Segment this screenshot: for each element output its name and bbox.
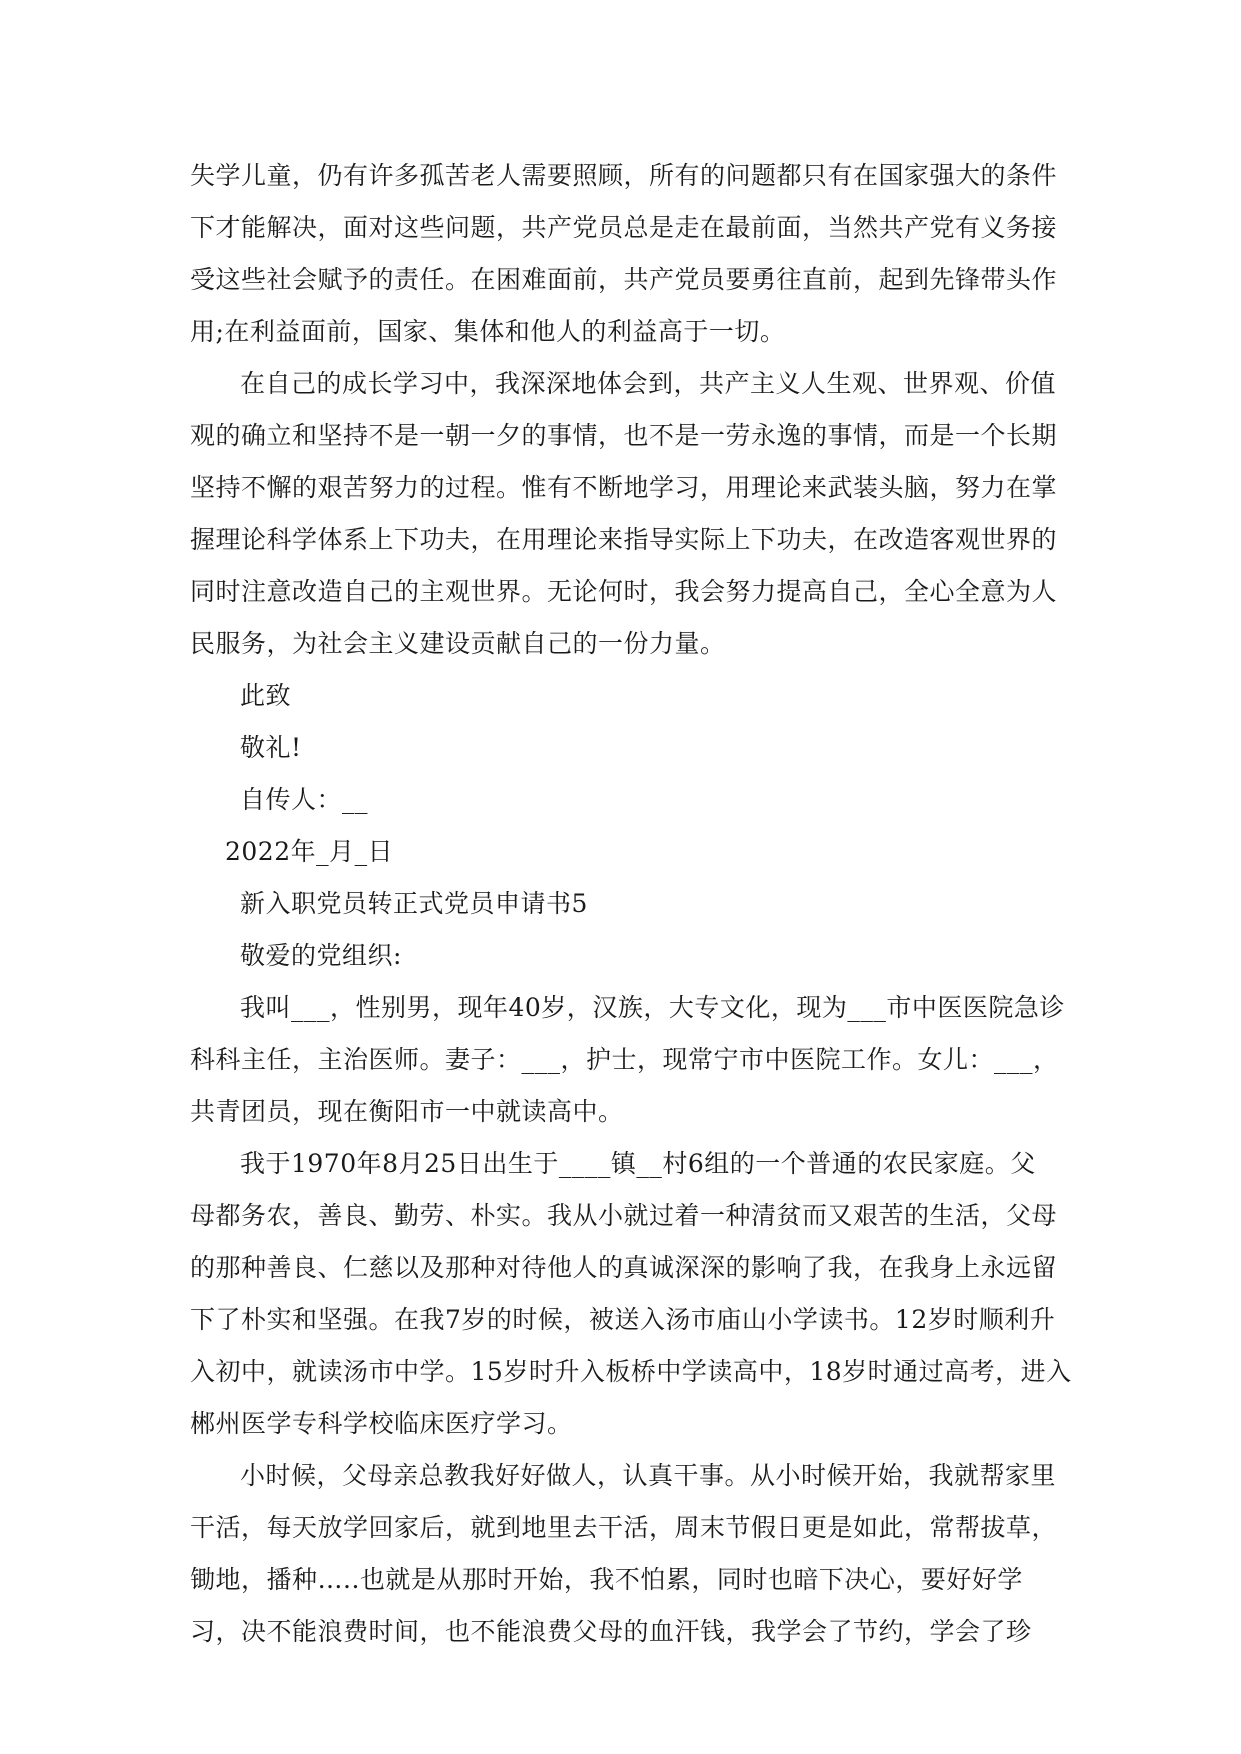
closing-regards: 敬礼! bbox=[240, 733, 302, 762]
paragraph-start-line: 在自己的成长学习中，我深深地体会到，共产主义人生观、世界观、价值 bbox=[240, 369, 1057, 398]
text-line: 握理论科学体系上下功夫，在用理论来指导实际上下功夫，在改造客观世界的 bbox=[190, 525, 1058, 554]
closing-salutation: 此致 bbox=[240, 681, 292, 710]
text-line: 入初中，就读汤市中学。15岁时升入板桥中学读高中，18岁时通过高考，进入 bbox=[190, 1357, 1072, 1386]
text-line: 干活，每天放学回家后，就到地里去干活，周末节假日更是如此，常帮拔草， bbox=[190, 1513, 1058, 1542]
text-line: 下才能解决，面对这些问题，共产党员总是走在最前面，当然共产党有义务接 bbox=[190, 213, 1058, 242]
document-body bbox=[190, 150, 1072, 1658]
text-line: 受这些社会赋予的责任。在困难面前，共产党员要勇往直前，起到先锋带头作 bbox=[190, 265, 1058, 294]
text-line: 观的确立和坚持不是一朝一夕的事情，也不是一劳永逸的事情，而是一个长期 bbox=[190, 421, 1058, 450]
text-line: 用;在利益面前，国家、集体和他人的利益高于一切。 bbox=[190, 317, 786, 346]
paragraph-start-line: 小时候，父母亲总教我好好做人，认真干事。从小时候开始，我就帮家里 bbox=[240, 1461, 1057, 1490]
text-line: 下了朴实和坚强。在我7岁的时候，被送入汤市庙山小学读书。12岁时顺利升 bbox=[190, 1305, 1056, 1334]
text-line: 民服务，为社会主义建设贡献自己的一份力量。 bbox=[190, 629, 726, 658]
text-line: 失学儿童，仍有许多孤苦老人需要照顾，所有的问题都只有在国家强大的条件 bbox=[190, 161, 1058, 190]
text-line: 坚持不懈的艰苦努力的过程。惟有不断地学习，用理论来武装头脑，努力在掌 bbox=[190, 473, 1058, 502]
text-line: 科科主任，主治医师。妻子：___，护士，现常宁市中医院工作。女儿：___， bbox=[190, 1045, 1059, 1074]
text-line: 母都务农，善良、勤劳、朴实。我从小就过着一种清贫而又艰苦的生活，父母 bbox=[190, 1201, 1058, 1230]
text-line: 锄地，播种…..也就是从那时开始，我不怕累，同时也暗下决心，要好好学 bbox=[190, 1565, 1023, 1594]
text-line: 共青团员，现在衡阳市一中就读高中。 bbox=[190, 1097, 624, 1126]
section-title: 新入职党员转正式党员申请书5 bbox=[240, 889, 588, 918]
text-line: 同时注意改造自己的主观世界。无论何时，我会努力提高自己，全心全意为人 bbox=[190, 577, 1058, 606]
signature-line: 自传人：__ bbox=[240, 785, 369, 814]
text-line: 习，决不能浪费时间，也不能浪费父母的血汗钱，我学会了节约，学会了珍 bbox=[190, 1617, 1032, 1646]
paragraph-start-line: 我叫___，性别男，现年40岁，汉族，大专文化，现为___市中医医院急诊 bbox=[240, 993, 1065, 1022]
text-line: 的那种善良、仁慈以及那种对待他人的真诚深深的影响了我，在我身上永远留 bbox=[190, 1253, 1058, 1282]
text-line: 郴州医学专科学校临床医疗学习。 bbox=[190, 1409, 573, 1438]
paragraph-start-line: 我于1970年8月25日出生于____镇__村6组的一个普通的农民家庭。父 bbox=[240, 1149, 1036, 1178]
date-line: 2022年_月_日 bbox=[225, 837, 394, 866]
letter-greeting: 敬爱的党组织: bbox=[240, 941, 402, 970]
